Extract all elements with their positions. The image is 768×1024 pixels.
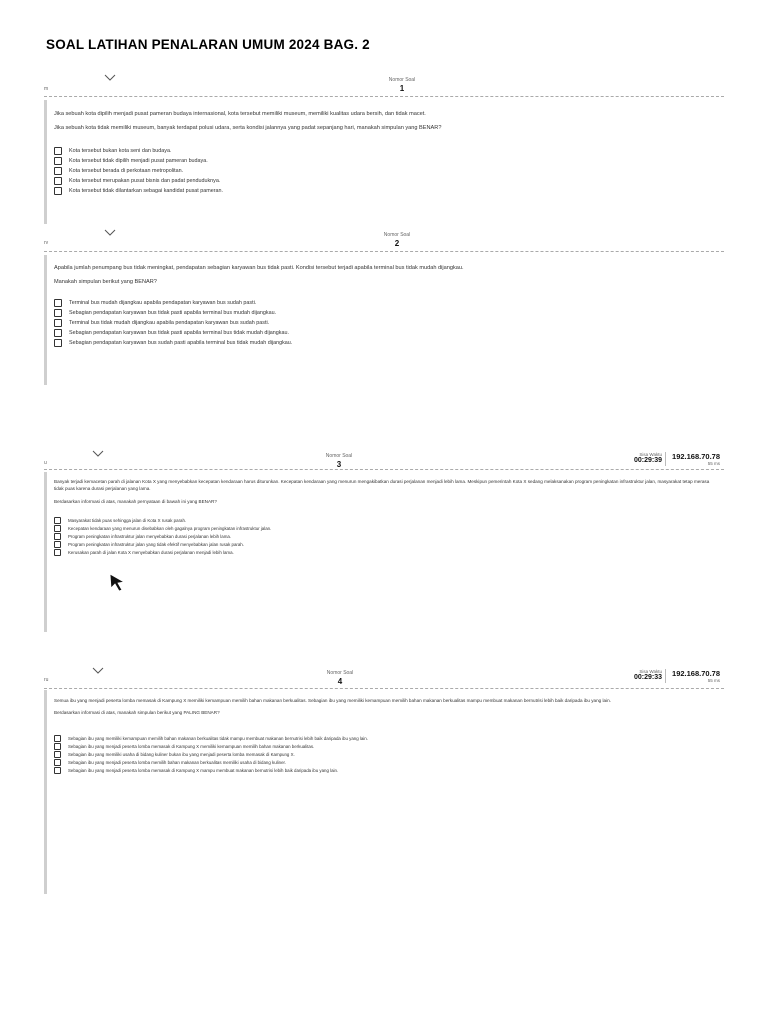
checkbox[interactable] [54, 309, 62, 317]
screen-1-left-bar [44, 100, 47, 224]
checkbox[interactable] [54, 759, 61, 766]
chevron-down-icon[interactable] [104, 74, 114, 84]
option[interactable] [54, 548, 694, 556]
screen-4-question-number [322, 670, 358, 686]
checkbox[interactable] [54, 147, 62, 155]
screen-3-timer [608, 452, 662, 464]
screen-1-question-number [384, 77, 420, 93]
option-text: Kota tersebut berada di perkotaan metropolitan. [69, 168, 184, 174]
option-text: Program peningkatan infrastruktur jalan menyebabkan durasi perjalanan lebih lama. [68, 533, 232, 539]
option-text: Sebagian ibu yang menjadi peserta lomba memilih bahan makanan berkualitas memiliki usaha di bidang kuliner. [68, 759, 286, 765]
option-text: Sebagian ibu yang menjadi peserta lomba memasak di Kampung X memiliki kemampuan memilih bahan makanan berkualitas. [68, 743, 315, 749]
checkbox[interactable] [54, 735, 61, 742]
option[interactable] [54, 532, 694, 540]
screen-2-left-bar [44, 255, 47, 385]
divider [44, 251, 724, 252]
question-number: 2 [394, 239, 400, 248]
ip-address: 192.168.70.78 [672, 452, 720, 461]
latency: 55 ms [707, 461, 720, 466]
screen-3-question-number [321, 453, 357, 469]
option[interactable] [54, 742, 694, 750]
screen-1-options [54, 146, 694, 196]
screen-2-question-number [379, 232, 415, 248]
option-text: Sebagian ibu yang memiliki kemampuan memilih bahan makanan berkualitas tidak mampu membuat makanan bernutrisi lebih baik daripada ibu yang lain. [68, 735, 368, 741]
option-text: Kota tersebut tidak dipilih menjadi pusat pameran budaya. [69, 158, 208, 164]
latency: 55 ms [707, 678, 720, 683]
mouse-cursor-icon [108, 572, 128, 597]
screen-2-clip-label: rv [44, 240, 49, 246]
checkbox[interactable] [54, 541, 61, 548]
question-prompt: Berdasarkan informasi di atas, manakah pernyataan di bawah ini yang BENAR? [54, 498, 217, 504]
checkbox[interactable] [54, 177, 62, 185]
screen-3-clip-label: u [44, 460, 47, 466]
chevron-down-icon[interactable] [92, 667, 102, 677]
option-text: Sebagian pendapatan karyawan bus tidak pasti apabila terminal bus tidak mudah dijangkau. [69, 330, 289, 336]
option-text: Sebagian ibu yang menjadi peserta lomba memasak di Kampung X mampu membuat makanan bernutrisi lebih baik daripada ibu yang lain. [68, 767, 339, 773]
option[interactable] [54, 186, 694, 196]
checkbox[interactable] [54, 525, 61, 532]
option-text: Kota tersebut tidak dilantarkan sebagai kandidat pusat pameran. [69, 188, 224, 194]
timer-label: Sisa Waktu [639, 669, 662, 674]
option[interactable] [54, 734, 694, 742]
option[interactable] [54, 166, 694, 176]
timer-value: 00:29:33 [633, 674, 662, 681]
checkbox[interactable] [54, 319, 62, 327]
checkbox[interactable] [54, 187, 62, 195]
question-text: Semua ibu yang menjadi peserta lomba memasak di Kampung X memiliki kemampuan memilih bahan makanan berkualitas. Sebagian ibu yang memiliki kemampuan memilih bahan makanan berkualitas mampu membuat makanan bernutrisi lebih baik daripada ibu yang lain. [54, 698, 611, 703]
question-number: 1 [399, 84, 405, 93]
timer-value: 00:29:39 [633, 457, 662, 464]
option-text: Terminal bus tidak mudah dijangkau apabila pendapatan karyawan bus sudah pasti. [69, 320, 270, 326]
question-text: Banyak terjadi kemacetan parah di jalanan Kota X yang menyebabkan kecepatan kendaraan harus diturunkan. Kecepatan kendaraan yang menurun mengakibatkan durasi perjalanan menjadi lebih lama. Meskipun pemerintah Kota X sedang melaksanakan program peningkatan infrastruktur jalan, masyarakat tetap merasa tidak puas karena durasi perjalanan yang lama. [54, 479, 710, 492]
option[interactable] [54, 146, 694, 156]
nomor-soal-label: Nomor Soal [383, 232, 411, 238]
screen-4-clip-label: ru [44, 677, 49, 683]
screen-1-clip-label: m [44, 86, 49, 92]
ip-address: 192.168.70.78 [672, 669, 720, 678]
nomor-soal-label: Nomor Soal [326, 670, 354, 676]
question-number: 4 [337, 677, 343, 686]
question-text: Jika sebuah kota dipilih menjadi pusat pameran budaya internasional, kota tersebut memiliki museum, memiliki kualitas udara bersih, dan tidak macet. [54, 111, 426, 117]
screen-3-connection [664, 452, 720, 466]
option[interactable] [54, 750, 694, 758]
screen-4-left-bar [44, 690, 47, 894]
option-text: Program peningkatan infrastruktur jalan yang tidak efektif menyebabkan jalan rusak parah. [68, 541, 244, 547]
checkbox[interactable] [54, 751, 61, 758]
screen-4-connection [664, 669, 720, 683]
option-text: Sebagian pendapatan karyawan bus sudah pasti apabila terminal bus tidak mudah dijangkau. [69, 340, 293, 346]
question-prompt: Berdasarkan informasi di atas, manakah simpulan berikut yang PALING BENAR? [54, 710, 220, 716]
option[interactable] [54, 524, 694, 532]
option[interactable] [54, 308, 694, 318]
checkbox[interactable] [54, 157, 62, 165]
checkbox[interactable] [54, 329, 62, 337]
option-text: Kecepatan kendaraan yang menurun disebabkan oleh gagalnya program peningkatan infrastruktur jalan. [68, 525, 272, 531]
option[interactable] [54, 176, 694, 186]
option[interactable] [54, 766, 694, 774]
screen-4-timer [608, 669, 662, 681]
checkbox[interactable] [54, 299, 62, 307]
nomor-soal-label: Nomor Soal [388, 77, 416, 83]
question-prompt: Manakah simpulan berikut yang BENAR? [54, 278, 157, 285]
screen-3-left-bar [44, 472, 47, 632]
checkbox[interactable] [54, 517, 61, 524]
checkbox[interactable] [54, 743, 61, 750]
question-number: 3 [336, 460, 342, 469]
chevron-down-icon[interactable] [104, 229, 114, 239]
divider [44, 96, 724, 97]
option-text: Kota tersebut merupakan pusat bisnis dan padat penduduknya. [69, 178, 221, 184]
checkbox[interactable] [54, 549, 61, 556]
option[interactable] [54, 540, 694, 548]
checkbox[interactable] [54, 167, 62, 175]
screen-2-question [54, 264, 714, 291]
option-text: Terminal bus mudah dijangkau apabila pendapatan karyawan bus sudah pasti. [69, 300, 257, 306]
option-text: Kerusakan parah di jalan Kota X menyebabkan durasi perjalanan menjadi lebih lama. [68, 549, 234, 555]
option[interactable] [54, 156, 694, 166]
option[interactable] [54, 758, 694, 766]
question-text: Apabila jumlah penumpang bus tidak meningkat, pendapatan sebagian karyawan bus tidak pasti. Kondisi tersebut terjadi apabila terminal bus tidak mudah dijangkau. [54, 265, 464, 271]
screen-3-question [54, 478, 714, 510]
option[interactable] [54, 318, 694, 328]
screen-2-options [54, 298, 694, 348]
option[interactable] [54, 338, 694, 348]
checkbox[interactable] [54, 767, 61, 774]
screen-4-options [54, 734, 694, 774]
timer-label: Sisa Waktu [639, 452, 662, 457]
nomor-soal-label: Nomor Soal [325, 453, 353, 459]
checkbox[interactable] [54, 533, 61, 540]
option[interactable] [54, 328, 694, 338]
checkbox[interactable] [54, 339, 62, 347]
option-text: Sebagian pendapatan karyawan bus tidak pasti apabila terminal bus mudah dijangkau. [69, 310, 277, 316]
divider [44, 688, 724, 689]
divider [44, 469, 724, 470]
screen-4-question [54, 697, 714, 722]
option[interactable] [54, 298, 694, 308]
option-text: Masyarakat tidak puas sehingga jalan di Kota X rusak parah. [68, 517, 187, 523]
option-text: Sebagian ibu yang memiliki usaha di bidang kuliner bukan ibu yang menjadi peserta lomba memasak di Kampung X. [68, 751, 295, 757]
document-title: SOAL LATIHAN PENALARAN UMUM 2024 BAG. 2 [46, 37, 370, 52]
option-text: Kota tersebut bukan kota seni dan budaya. [69, 148, 172, 154]
option[interactable] [54, 516, 694, 524]
question-prompt: Jika sebuah kota tidak memiliki museum, banyak terdapat polusi udara, serta kondisi jalannya yang padat sepanjang hari, manakah simpulan yang BENAR? [54, 124, 442, 131]
chevron-down-icon[interactable] [92, 450, 102, 460]
screen-1-question [54, 110, 714, 137]
screen-3-options [54, 516, 694, 556]
